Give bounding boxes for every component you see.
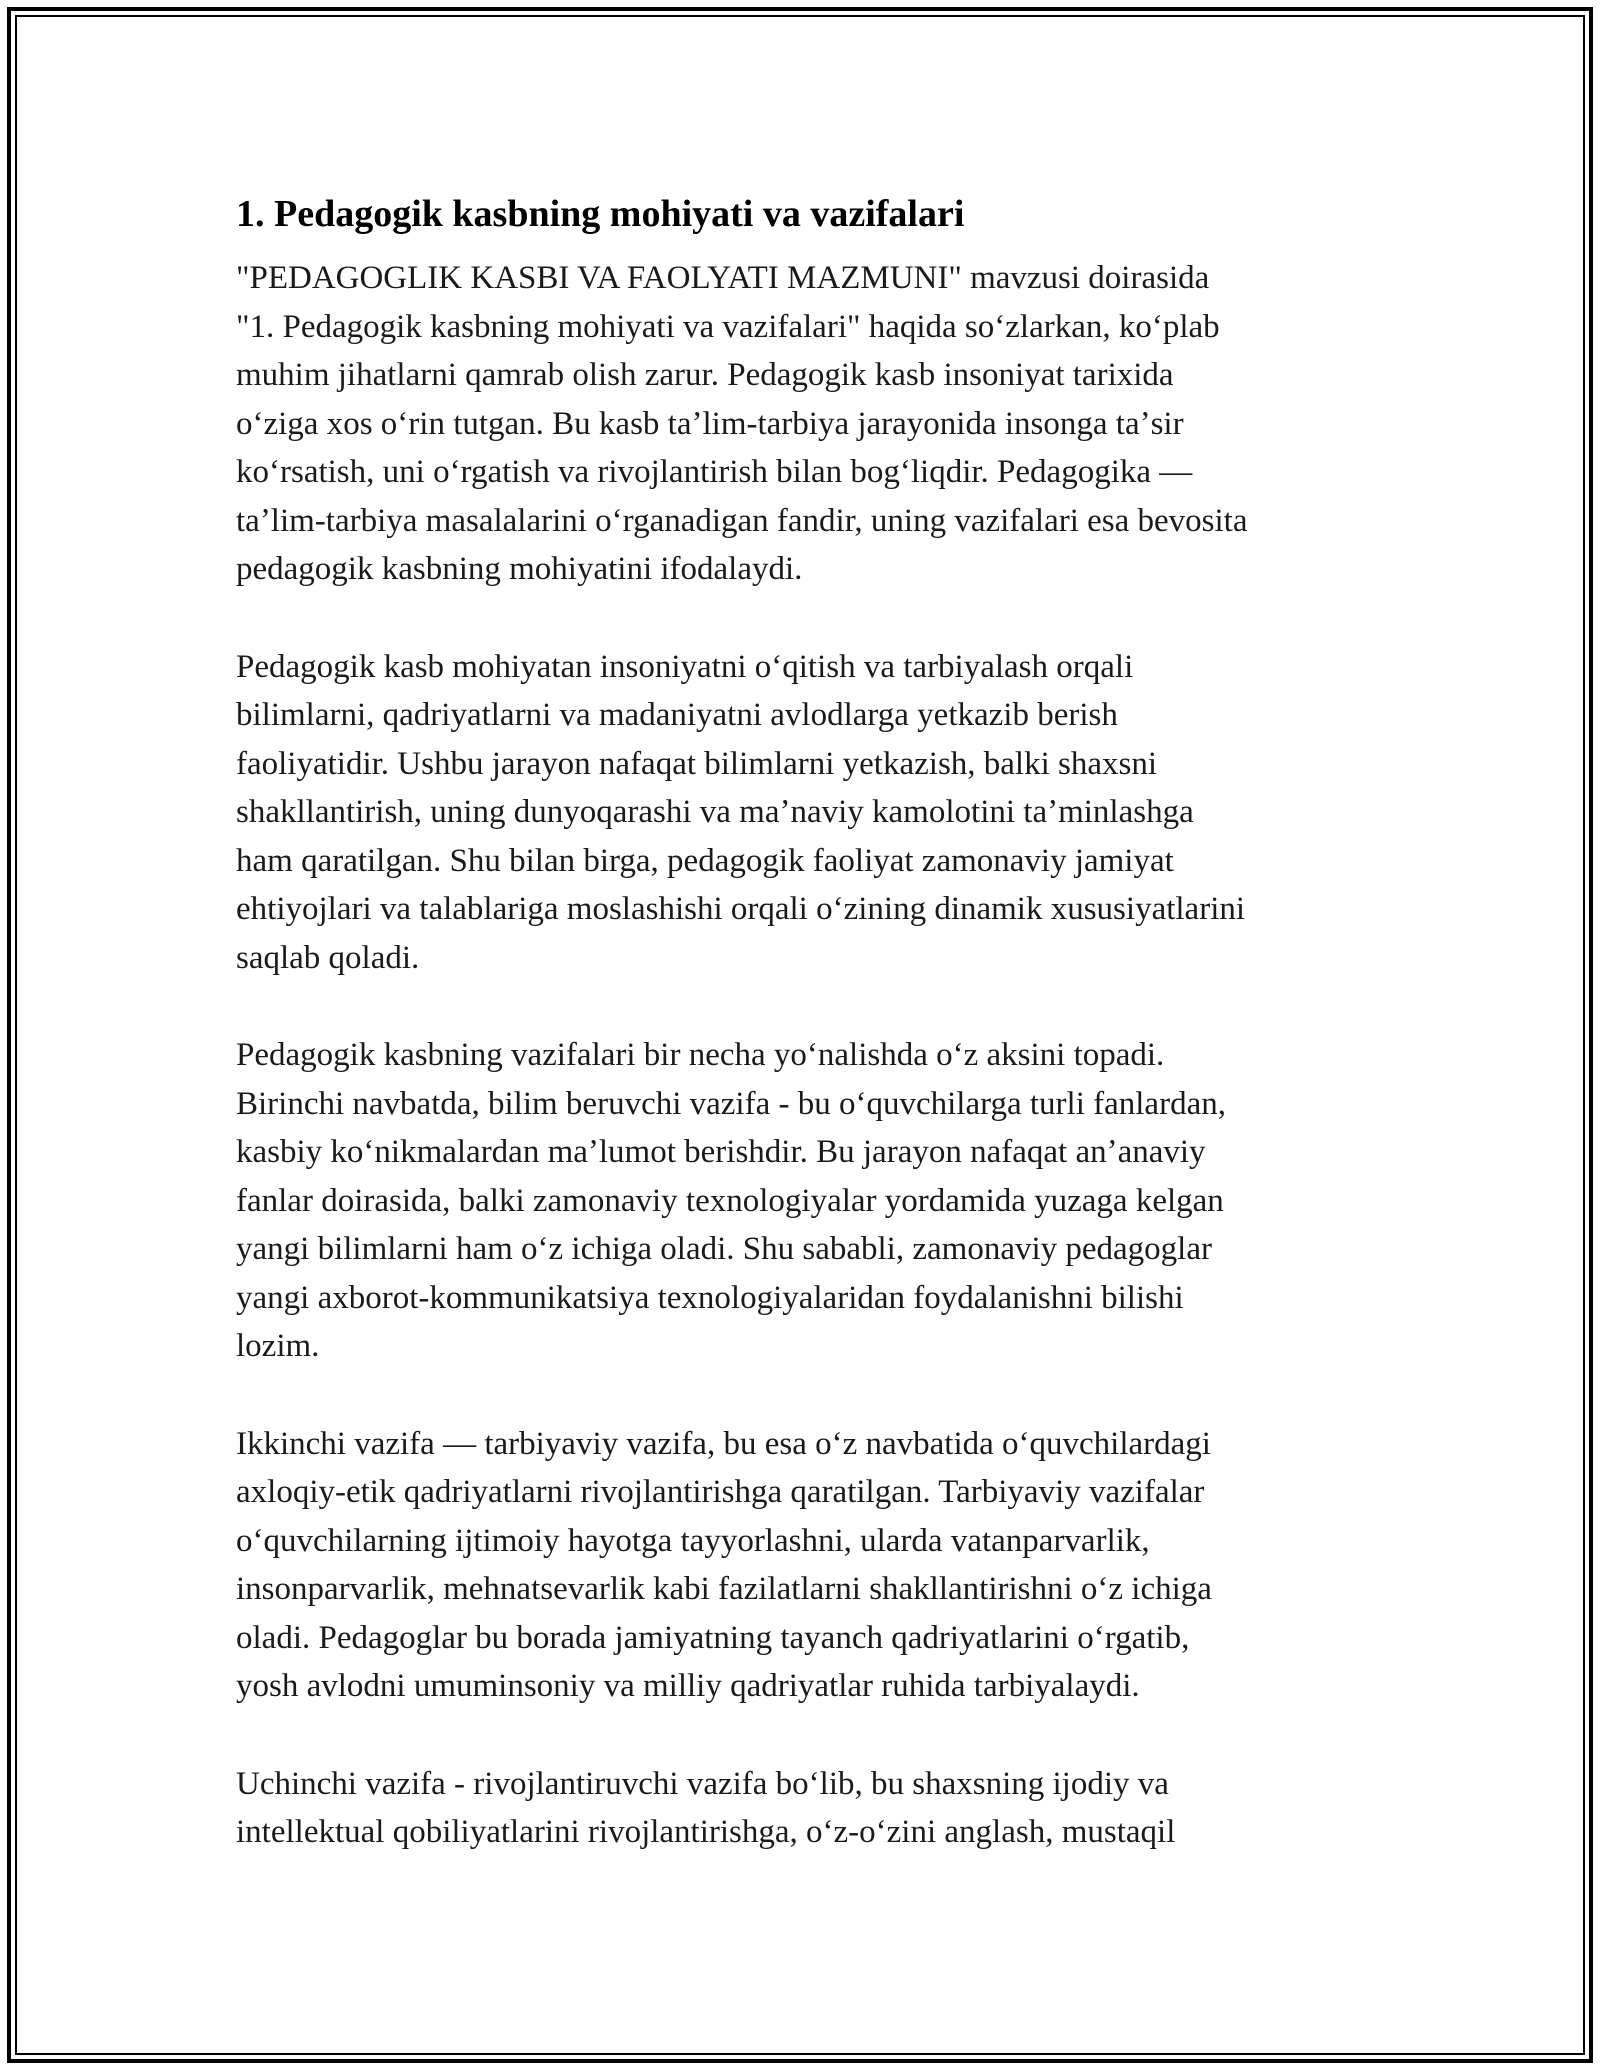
paragraph-intro — [236, 254, 1366, 594]
paragraph-first-function — [236, 1031, 1366, 1371]
text-line: ehtiyojlari va talablariga moslashishi orqali oʻzining dinamik xususiyatlarini — [236, 891, 1246, 927]
text-line: faoliyatidir. Ushbu jarayon nafaqat bilimlarni yetkazish, balki shaxsni — [236, 745, 1158, 782]
text-line: "1. Pedagogik kasbning mohiyati va vazifalari" haqida soʻzlarkan, koʻplab — [236, 308, 1220, 345]
text-line: Pedagogik kasb mohiyatan insoniyatni oʻqitish va tarbiyalash orqali — [236, 648, 1134, 685]
text-line: oladi. Pedagoglar bu borada jamiyatning tayanch qadriyatlarini oʻrgatib, — [236, 1619, 1190, 1656]
text-line: bilimlarni, qadriyatlarni va madaniyatni avlodlarga yetkazib berish — [236, 697, 1118, 733]
text-line: muhim jihatlarni qamrab olish zarur. Pedagogik kasb insoniyat tarixida — [236, 357, 1174, 393]
text-line: insonparvarlik, mehnatsevarlik kabi fazilatlarni shakllantirishni oʻz ichiga — [236, 1571, 1212, 1607]
document-body — [236, 186, 1366, 1906]
text-line: shakllantirish, uning dunyoqarashi va maʼnaviy kamolotini taʼminlashga — [236, 794, 1194, 830]
text-line: Pedagogik kasbning vazifalari bir necha yoʻnalishda oʻz aksini topadi. — [236, 1037, 1165, 1073]
text-line: taʼlim-tarbiya masalalarini oʻrganadigan fandir, uning vazifalari esa bevosita — [236, 502, 1248, 539]
section-heading: 1. Pedagogik kasbning mohiyati va vazifalari — [236, 193, 965, 235]
text-line: kasbiy koʻnikmalardan maʼlumot berishdir. Bu jarayon nafaqat anʼanaviy — [236, 1134, 1206, 1170]
text-line: axloqiy-etik qadriyatlarni rivojlantirishga qaratilgan. Tarbiyaviy vazifalar — [236, 1474, 1205, 1510]
text-line: Ikkinchi vazifa — tarbiyaviy vazifa, bu esa oʻz navbatida oʻquvchilardagi — [236, 1425, 1211, 1462]
text-line: yangi axborot-kommunikatsiya texnologiyalaridan foydalanishni bilishi — [236, 1279, 1184, 1316]
text-line: pedagogik kasbning mohiyatini ifodalaydi. — [236, 551, 803, 587]
text-line: Birinchi navbatda, bilim beruvchi vazifa - bu oʻquvchilarga turli fanlardan, — [236, 1085, 1226, 1122]
paragraph-essence — [236, 643, 1366, 983]
text-line: oʻquvchilarning ijtimoiy hayotga tayyorlashni, ularda vatanparvarlik, — [236, 1522, 1150, 1559]
text-line: intellektual qobiliyatlarini rivojlantirishga, oʻz-oʻzini anglash, mustaqil — [236, 1814, 1176, 1850]
text-line: oʻziga xos oʻrin tutgan. Bu kasb taʼlim-tarbiya jarayonida insonga taʼsir — [236, 405, 1184, 442]
text-line: saqlab qoladi. — [236, 939, 420, 976]
text-line: Uchinchi vazifa - rivojlantiruvchi vazifa boʻlib, bu shaxsning ijodiy va — [236, 1765, 1169, 1802]
paragraph-third-function — [236, 1760, 1366, 1857]
paragraph-second-function — [236, 1420, 1366, 1711]
text-line: lozim. — [236, 1328, 320, 1364]
text-line: ham qaratilgan. Shu bilan birga, pedagogik faoliyat zamonaviy jamiyat — [236, 842, 1174, 879]
text-line: "PEDAGOGLIK KASBI VA FAOLYATI MAZMUNI" mavzusi doirasida — [236, 260, 1210, 296]
text-line: fanlar doirasida, balki zamonaviy texnologiyalar yordamida yuzaga kelgan — [236, 1182, 1224, 1219]
text-line: yangi bilimlarni ham oʻz ichiga oladi. Shu sababli, zamonaviy pedagoglar — [236, 1231, 1212, 1267]
text-line: koʻrsatish, uni oʻrgatish va rivojlantirish bilan bogʻliqdir. Pedagogika — — [236, 454, 1193, 490]
text-line: yosh avlodni umuminsoniy va milliy qadriyatlar ruhida tarbiyalaydi. — [236, 1668, 1140, 1704]
